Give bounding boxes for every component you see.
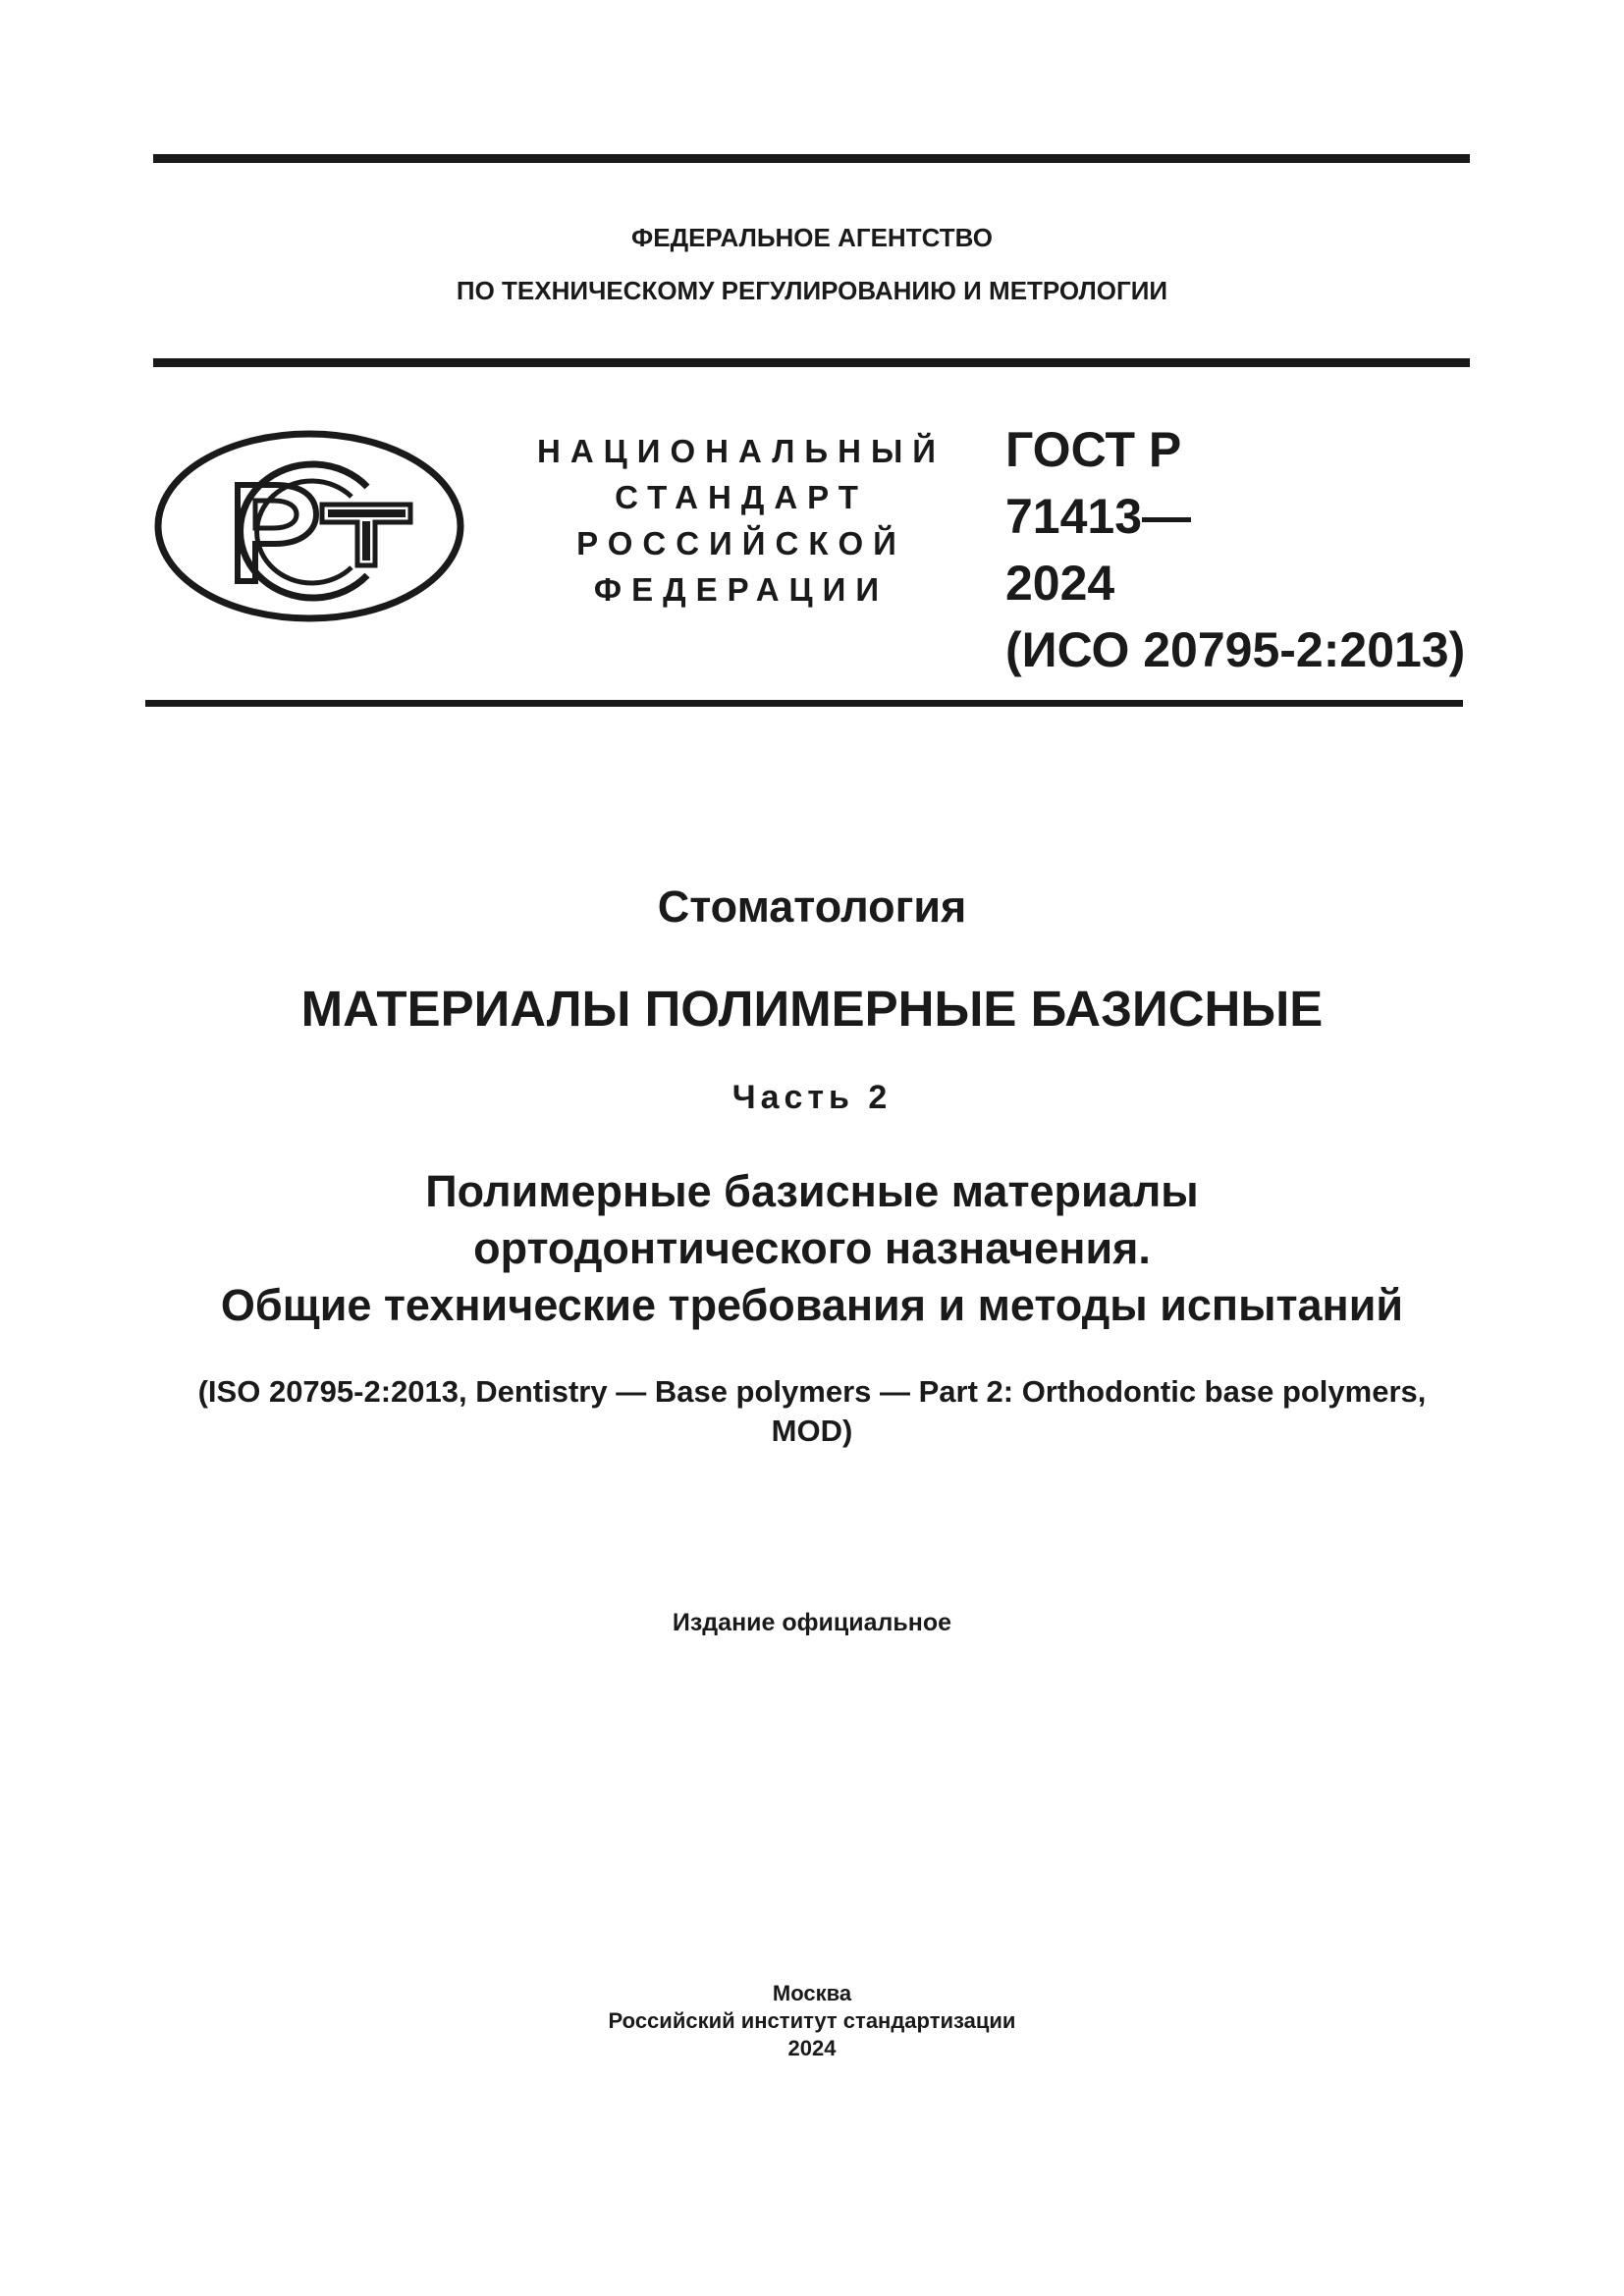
standard-type-line-1: НАЦИОНАЛЬНЫЙ [537,433,946,469]
agency-line-1: ФЕДЕРАЛЬНОЕ АГЕНТСТВО [631,223,993,252]
designation-line-4: (ИСО 20795-2:2013) [1005,622,1466,677]
subtitle-line-1: Полимерные базисные материалы [425,1166,1199,1216]
top-rule [153,154,1470,163]
standard-type-line-2: СТАНДАРТ [615,479,868,515]
publisher-name: Российский институт стандартизации [608,2008,1016,2033]
designation-line-2: 71413— [1005,489,1192,544]
international-reference-line-2: MOD) [771,1414,853,1448]
designation-line-1: ГОСТ Р [1005,422,1182,477]
document-title: МАТЕРИАЛЫ ПОЛИМЕРНЫЕ БАЗИСНЫЕ [300,981,1324,1037]
designation-rule [145,700,1463,707]
standard-designation [1005,416,1555,683]
designation-line-3: 2024 [1005,556,1115,611]
standard-type-line-3: РОССИЙСКОЙ [576,525,906,561]
publisher-city: Москва [772,1981,852,2005]
international-reference-line-1: (ISO 20795-2:2013, Dentistry — Base polymers — Part 2: Orthodontic base polymers, [197,1374,1427,1409]
standard-type-label [530,428,952,613]
header-rule [153,358,1470,367]
standard-type-line-4: ФЕДЕРАЦИИ [593,571,890,608]
subtitle-line-2: ортодонтического назначения. [473,1223,1151,1273]
rst-conformity-mark-icon [153,428,465,624]
publication-year: 2024 [787,2036,837,2060]
subject-heading: Стоматология [657,881,967,932]
agency-line-2: ПО ТЕХНИЧЕСКОМУ РЕГУЛИРОВАНИЮ И МЕТРОЛОГИИ [456,276,1168,305]
subtitle-line-3: Общие технические требования и методы испытаний [220,1280,1404,1330]
edition-label: Издание официальное [672,1609,952,1636]
part-number: Часть 2 [731,1079,893,1116]
